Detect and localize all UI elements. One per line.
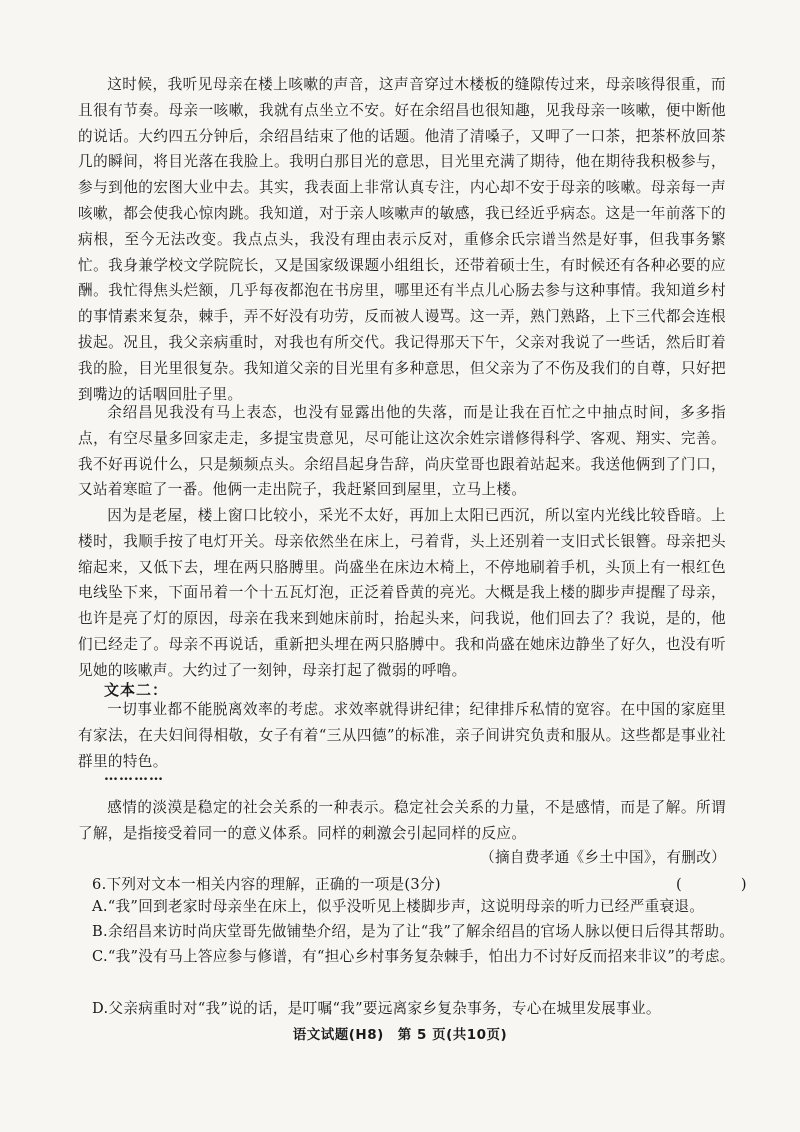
option-b: B.余绍昌来访时尚庆堂哥先做铺垫介绍，是为了让“我”了解余绍昌的官场人脉以便日后得其帮助。	[92, 923, 735, 940]
source-citation: （摘自费孝通《乡土中国》，有删改）	[480, 849, 726, 866]
option-a: A.“我”回到老家时母亲坐在床上，似乎没听见上楼脚步声，这说明母亲的听力已经严重衰退。	[92, 898, 705, 915]
page-footer: 语文试题(H8) 第 5 页(共10页)	[292, 1027, 508, 1043]
option-c: C.“我”没有马上答应参与修谱，有“担心乡村事务复杂棘手，怕出力不讨好反而招来非议”的考虑。	[92, 948, 735, 965]
answer-bracket: ( )	[676, 876, 757, 893]
question-stem: 6.下列对文本一相关内容的理解，正确的一项是(3分)	[92, 876, 441, 893]
text2-ellipsis: …………	[104, 768, 164, 784]
text2-paragraph-1: 一切事业都不能脱离效率的考虑。求效率就得讲纪律；纪律排斥私情的宽容。在中国的家庭里有家法，在夫妇间得相敬，女子有着“三从四德”的标准，亲子间讲究负责和服从。这些都是事业社群里的特色。	[78, 701, 726, 770]
text2-heading: 文本二：	[104, 681, 169, 699]
option-d: D.父亲病重时对“我”说的话，是叮嘱“我”要远离家乡复杂事务，专心在城里发展事业。	[92, 1000, 661, 1017]
text1-paragraph-1: 这时候，我听见母亲在楼上咳嗽的声音，这声音穿过木楼板的缝隙传过来，母亲咳得很重，而且很有节奏。母亲一咳嗽，我就有点坐立不安。好在余绍昌也很知趣，见我母亲一咳嗽，便中断他的说话。大约四五分钟后，余绍昌结束了他的话题。他清了清嗓子，又呷了一口茶，把茶杯放回茶几的瞬间，将目光落在我脸上。我明白那目光的意思，目光里充满了期待，他在期待我积极参与，参与到他的宏图大业中去。其实，我表面上非常认真专注，内心却不安于母亲的咳嗽。母亲每一声咳嗽，都会使我心惊肉跳。我知道，对于亲人咳嗽声的敏感，我已经近乎病态。这是一年前落下的病根，至今无法改变。我点点头，我没有理由表示反对，重修余氏宗谱当然是好事，但我事务繁忙。我身兼学校文学院院长，又是国家级课题小组组长，还带着硕士生，有时候还有各种必要的应酬。我忙得焦头烂额，几乎每夜都泡在书房里，哪里还有半点儿心肠去参与这种事情。我知道乡村的事情素来复杂，棘手，弄不好没有功劳，反而被人谩骂。这一弄，熟门熟路，上下三代都会连根拔起。况且，我父亲病重时，对我也有所交代。我记得那天下午，父亲对我说了一些话，然后盯着我的脸，目光里很复杂。我知道父亲的目光里有多种意思，但父亲为了不伤及我们的自尊，只好把到嘴边的话咽回肚子里。	[78, 76, 726, 403]
text1-paragraph-2: 余绍昌见我没有马上表态，也没有显露出他的失落，而是让我在百忙之中抽点时间，多多指点，有空尽量多回家走走，多提宝贵意见，尽可能让这次余姓宗谱修得科学、客观、翔实、完善。我不好再说什么，只是频频点头。余绍昌起身告辞，尚庆堂哥也跟着站起来。我送他俩到了门口，又站着寒暄了一番。他俩一走出院子，我赶紧回到屋里，立马上楼。	[78, 404, 726, 499]
text1-paragraph-3: 因为是老屋，楼上窗口比较小，采光不太好，再加上太阳已西沉，所以室内光线比较昏暗。上楼时，我顺手按了电灯开关。母亲依然坐在床上，弓着背，头上还别着一支旧式长银簪。母亲把头缩起来，又低下去，埋在两只胳膊里。尚盛坐在床边木椅上，不停地刷着手机，头顶上有一根红色电线坠下来，下面吊着一个十五瓦灯泡，正泛着昏黄的亮光。大概是我上楼的脚步声提醒了母亲，也许是亮了灯的原因，母亲在我来到她床前时，抬起头来，问我说，他们回去了？我说，是的，他们已经走了。母亲不再说话，重新把头埋在两只胳膊中。我和尚盛在她床边静坐了好久，也没有听见她的咳嗽声。大约过了一刻钟，母亲打起了微弱的呼噜。	[78, 507, 726, 679]
text2-paragraph-2: 感情的淡漠是稳定的社会关系的一种表示。稳定社会关系的力量，不是感情，而是了解。所谓了解，是指接受着同一的意义体系。同样的刺激会引起同样的反应。	[78, 799, 726, 842]
